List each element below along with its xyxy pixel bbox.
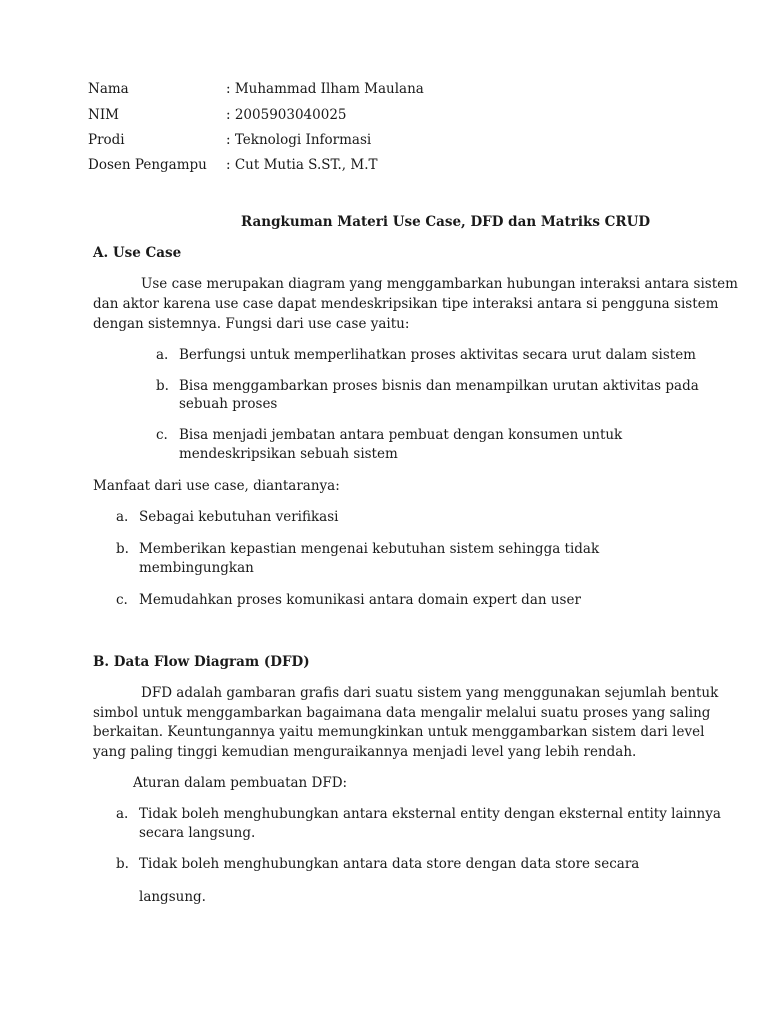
section-b-paragraph-line: DFD adalah gambaran grafis dari suatu sistem yang menggunakan sejumlah bentuk [141, 685, 719, 701]
benefits-intro: Manfaat dari use case, diantaranya: [93, 478, 340, 494]
function-letter: b. [156, 378, 169, 394]
benefit-item-text: Memberikan kepastian mengenai kebutuhan sistem sehingga tidak [139, 541, 600, 557]
identity-label-nim: NIM [88, 107, 119, 123]
rule-letter: a. [116, 806, 129, 822]
benefit-item-text: Sebagai kebutuhan verifikasi [139, 509, 339, 525]
benefit-letter: b. [116, 541, 129, 557]
section-b-paragraph-line: berkaitan. Keuntungannya yaitu memungkinkan untuk menggambarkan sistem dari level [93, 724, 705, 740]
identity-label-nama: Nama [88, 81, 129, 97]
identity-value-nama: : Muhammad Ilham Maulana [226, 81, 424, 97]
rules-intro: Aturan dalam pembuatan DFD: [133, 775, 348, 791]
section-a-paragraph-line: dan aktor karena use case dapat mendeskripsikan tipe interaksi antara si pengguna sistem [93, 296, 719, 312]
function-letter: a. [156, 347, 169, 363]
section-b-paragraph-line: simbol untuk menggambarkan bagaimana data mengalir melalui suatu proses yang saling [93, 705, 711, 721]
identity-value-dosen: : Cut Mutia S.ST., M.T [226, 157, 378, 173]
section-a-paragraph-line: Use case merupakan diagram yang menggambarkan hubungan interaksi antara sistem [141, 276, 738, 292]
section-b-heading: B. Data Flow Diagram (DFD) [93, 654, 310, 670]
function-item-text: mendeskripsikan sebuah sistem [179, 446, 398, 462]
rule-item-text: Tidak boleh menghubungkan antara data store dengan data store secara [139, 856, 640, 872]
rule-item-text: secara langsung. [139, 825, 256, 841]
rule-item-text: Tidak boleh menghubungkan antara eksternal entity dengan eksternal entity lainnya [139, 806, 721, 822]
function-item-text: Bisa menjadi jembatan antara pembuat dengan konsumen untuk [179, 427, 623, 443]
identity-label-dosen: Dosen Pengampu [88, 157, 207, 173]
section-a-paragraph-line: dengan sistemnya. Fungsi dari use case yaitu: [93, 316, 410, 332]
function-item-text: Bisa menggambarkan proses bisnis dan menampilkan urutan aktivitas pada [179, 378, 699, 394]
document-title: Rangkuman Materi Use Case, DFD dan Matriks CRUD [241, 214, 651, 230]
function-item-text: sebuah proses [179, 396, 278, 412]
identity-label-prodi: Prodi [88, 132, 125, 148]
rule-item-continuation: langsung. [139, 889, 206, 905]
section-b-paragraph-line: yang paling tinggi kemudian menguraikannya menjadi level yang lebih rendah. [93, 744, 637, 760]
identity-value-nim: : 2005903040025 [226, 107, 347, 123]
function-item-text: Berfungsi untuk memperlihatkan proses aktivitas secara urut dalam sistem [179, 347, 696, 363]
function-letter: c. [156, 427, 168, 443]
benefit-item-text: Memudahkan proses komunikasi antara domain expert dan user [139, 592, 581, 608]
section-a-heading: A. Use Case [93, 245, 182, 261]
benefit-item-text: membingungkan [139, 560, 254, 576]
rule-letter: b. [116, 856, 129, 872]
benefit-letter: c. [116, 592, 128, 608]
benefit-letter: a. [116, 509, 129, 525]
identity-value-prodi: : Teknologi Informasi [226, 132, 372, 148]
